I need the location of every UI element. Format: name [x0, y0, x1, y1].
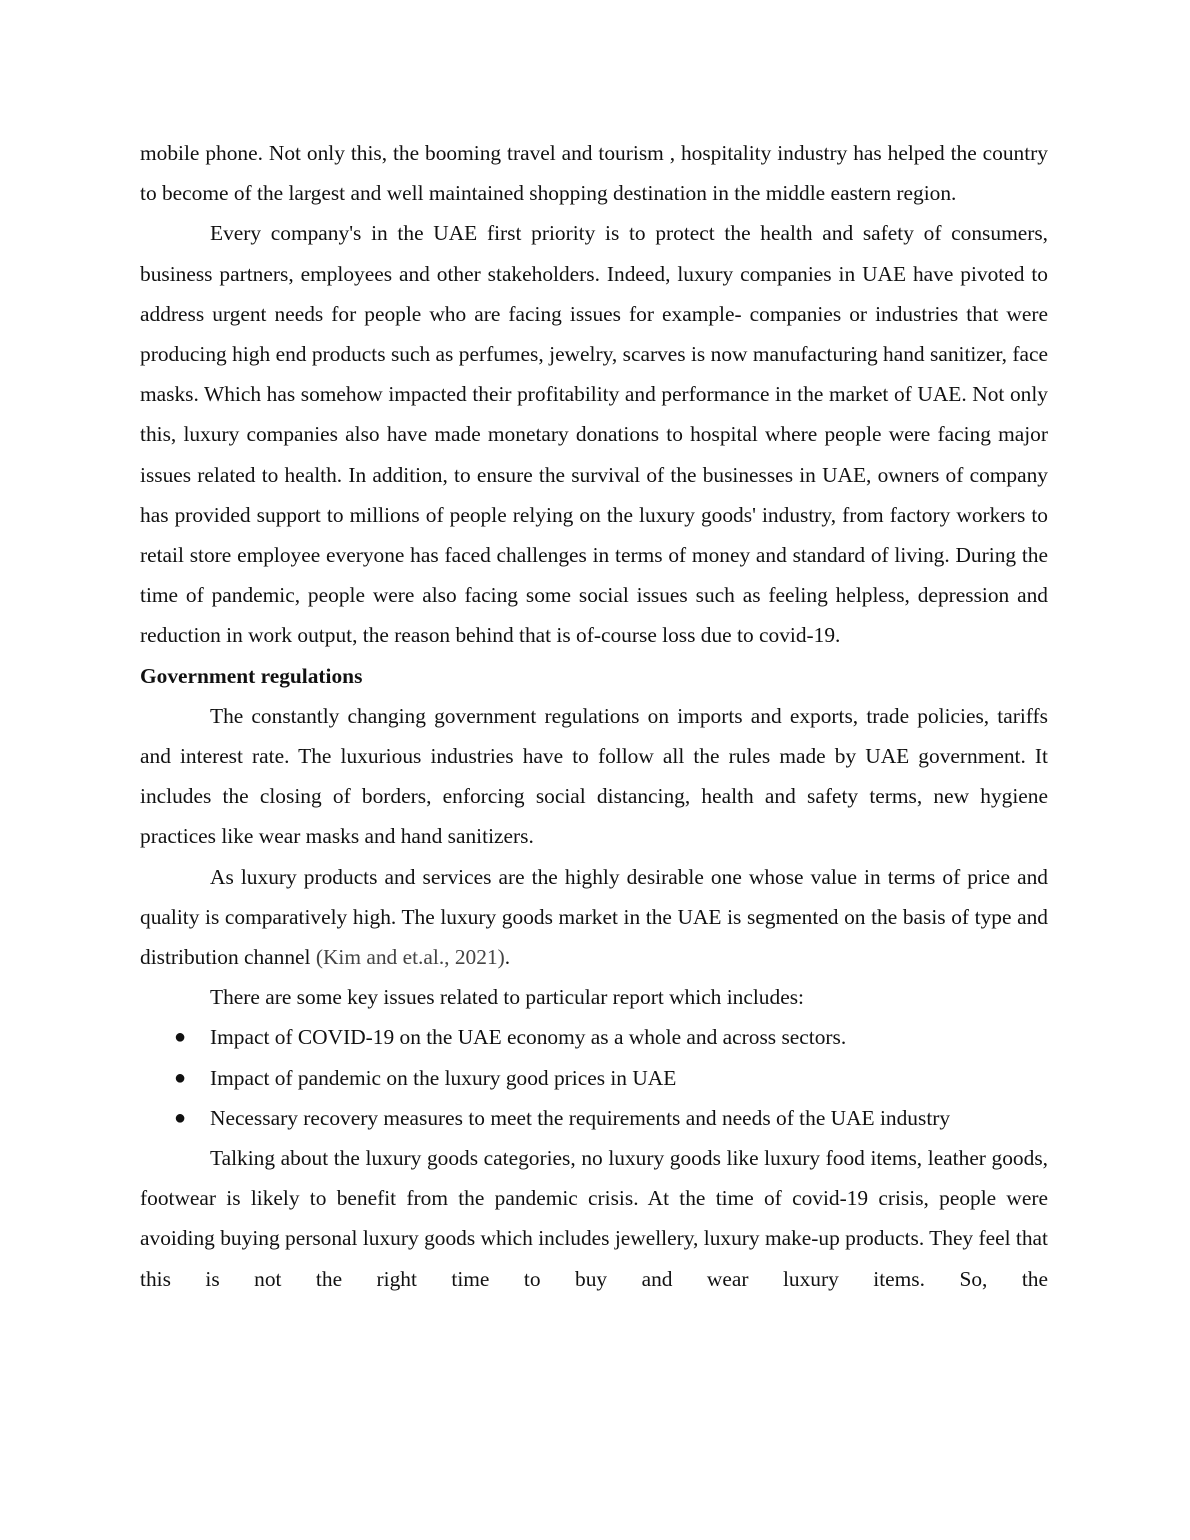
list-item-text: Impact of pandemic on the luxury good prices in UAE: [210, 1065, 677, 1090]
list-item: [140, 1017, 1048, 1057]
bullet-icon: ●: [174, 1106, 187, 1129]
paragraph-market-segmentation-end: .: [504, 945, 511, 970]
bullet-icon: ●: [174, 1026, 187, 1049]
paragraph-regulations: The constantly changing government regulations on imports and exports, trade policies, tariffs and interest rate. The luxurious industries have to follow all the rules made by UAE government. It includes the closing of borders, enforcing social distancing, health and safety terms, new hygiene practices like wear masks and hand sanitizers.: [140, 703, 1048, 849]
list-item: [140, 1058, 1048, 1098]
paragraph-market-segmentation-text: As luxury products and services are the highly desirable one whose value in terms of price and quality is comparatively high. The luxury goods market in the UAE is segmented on the basis of type and distribution channel: [140, 864, 1048, 970]
citation: (Kim and et.al., 2021): [315, 945, 505, 970]
paragraph-health-safety: Every company's in the UAE first priority is to protect the health and safety of consumers, business partners, employees and other stakeholders. Indeed, luxury companies in UAE have pivoted to address urgent needs for people who are facing issues for example- companies or industries that were producing high end products such as perfumes, jewelry, scarves is now manufacturing hand sanitizer, face masks. Which has somehow impacted their profitability and performance in the market of UAE. Not only this, luxury companies also have made monetary donations to hospital where people were facing major issues related to health. In addition, to ensure the survival of the businesses in UAE, owners of company has provided support to millions of people relying on the luxury goods' industry, from factory workers to retail store employee everyone has faced challenges in terms of money and standard of living. During the time of pandemic, people were also facing some social issues such as feeling helpless, depression and reduction in work output, the reason behind that is of-course loss due to covid-19.: [140, 221, 1048, 648]
list-item-text: Necessary recovery measures to meet the requirements and needs of the UAE industry: [210, 1105, 951, 1130]
paragraph-key-issues-intro: There are some key issues related to particular report which includes:: [210, 985, 804, 1010]
key-issues-list: [140, 1017, 1048, 1138]
list-item: [140, 1098, 1048, 1138]
paragraph-continuation: mobile phone. Not only this, the booming travel and tourism , hospitality industry has helped the country to become of the largest and well maintained shopping destination in the middle eastern region.: [140, 141, 1048, 206]
paragraph-market-segmentation: [140, 857, 1048, 978]
list-item-text: Impact of COVID-19 on the UAE economy as a whole and across sectors.: [210, 1025, 847, 1050]
bullet-icon: ●: [174, 1066, 187, 1089]
section-heading-government-regulations: Government regulations: [140, 663, 363, 688]
paragraph-luxury-categories: Talking about the luxury goods categories, no luxury goods like luxury food items, leather goods, footwear is likely to benefit from the pandemic crisis. At the time of covid-19 crisis, people were avoiding buying personal luxury goods which includes jewellery, luxury make-up products. They feel that this is not the right time to buy and wear luxury items. So, the: [140, 1146, 1048, 1291]
document-page: [140, 133, 1048, 1299]
